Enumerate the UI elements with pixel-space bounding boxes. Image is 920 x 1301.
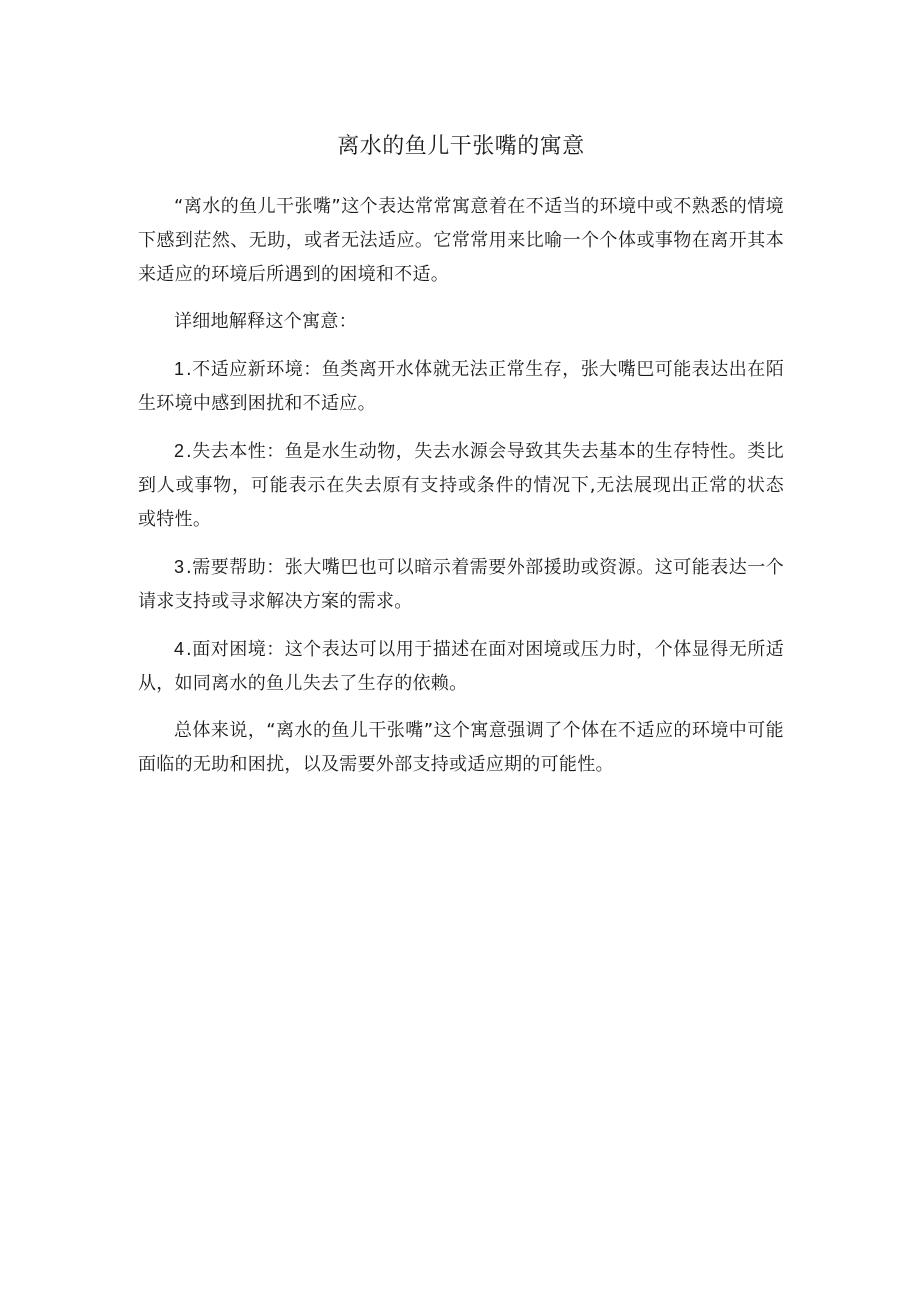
document-title: 离水的鱼儿干张嘴的寓意 <box>337 134 585 159</box>
point-number: 4 <box>174 639 187 659</box>
point-number: 2 <box>174 441 187 461</box>
point-text: .需要帮助：张大嘴巴也可以暗示着需要外部援助或资源。这可能表达一个请求支持或寻求解决方案的需求。 <box>138 557 784 612</box>
point-text: .不适应新环境：鱼类离开水体就无法正常生存，张大嘴巴可能表达出在陌生环境中感到困扰和不适应。 <box>138 359 784 414</box>
conclusion-paragraph: 总体来说，“离水的鱼儿干张嘴”这个寓意强调了个体在不适应的环境中可能面临的无助和困扰，以及需要外部支持或适应期的可能性。 <box>138 720 784 775</box>
intro-paragraph: “离水的鱼儿干张嘴”这个表达常常寓意着在不适当的环境中或不熟悉的情境下感到茫然、无助，或者无法适应。它常常用来比喻一个个体或事物在离开其本来适应的环境后所遇到的困境和不适。 <box>138 196 784 285</box>
point-number: 3 <box>174 557 187 577</box>
lead-paragraph: 详细地解释这个寓意： <box>174 311 357 332</box>
point-paragraph-3 <box>138 550 784 619</box>
point-text: .失去本性：鱼是水生动物，失去水源会导致其失去基本的生存特性。类比到人或事物，可能表示在失去原有支持或条件的情况下,无法展现出正常的状态或特性。 <box>138 441 784 530</box>
point-paragraph-2 <box>138 434 784 537</box>
point-paragraph-4 <box>138 632 784 701</box>
point-number: 1 <box>174 359 187 379</box>
point-text: .面对困境：这个表达可以用于描述在面对困境或压力时，个体显得无所适从，如同离水的鱼儿失去了生存的依赖。 <box>138 639 784 694</box>
point-paragraph-1 <box>138 352 784 421</box>
document-body <box>138 190 784 795</box>
